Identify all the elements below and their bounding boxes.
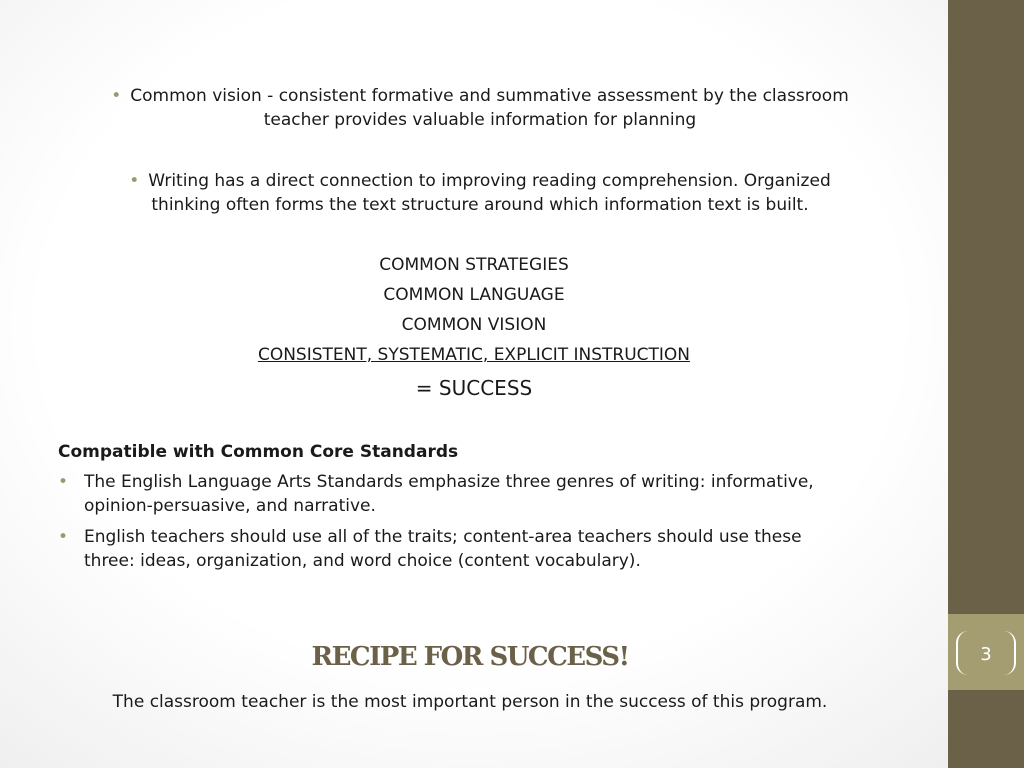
- bullet-dot: •: [129, 171, 140, 191]
- bullet-dot: •: [58, 527, 69, 547]
- strategy-line-1: COMMON STRATEGIES: [379, 255, 569, 275]
- standards-item-1: [58, 470, 888, 518]
- strategy-line-3: COMMON VISION: [401, 315, 547, 335]
- standards-heading: Compatible with Common Core Standards: [58, 442, 459, 462]
- bullet-text: Writing has a direct connection to improving reading comprehension. Organized: [148, 171, 831, 191]
- bullet-line-1: [40, 169, 920, 193]
- item-line-2: opinion-persuasive, and narrative.: [84, 496, 376, 516]
- item-line-1: English teachers should use all of the traits; content-area teachers should use these: [84, 527, 802, 547]
- bullet-line-2: teacher provides valuable information for planning: [263, 110, 697, 130]
- bullet-line-1: [40, 84, 920, 108]
- bullet-writing-connection: [40, 169, 920, 217]
- slide-footer: The classroom teacher is the most important person in the success of this program.: [112, 692, 828, 712]
- strategy-line-4-text: CONSISTENT, SYSTEMATIC, EXPLICIT INSTRUCTION: [257, 345, 691, 365]
- standards-item-2: [58, 525, 888, 573]
- success-line: = SUCCESS: [415, 376, 533, 400]
- strategy-line-2: COMMON LANGUAGE: [383, 285, 565, 305]
- strategy-line-4: [0, 343, 948, 367]
- slide-title: RECIPE FOR SUCCESS!: [311, 642, 629, 672]
- bullet-line-2: thinking often forms the text structure around which information text is built.: [151, 195, 809, 215]
- bullet-dot: •: [58, 472, 69, 492]
- item-line-1: The English Language Arts Standards emphasize three genres of writing: informative,: [84, 472, 814, 492]
- bullet-common-vision: [40, 84, 920, 132]
- item-line-2: three: ideas, organization, and word choice (content vocabulary).: [84, 551, 641, 571]
- page-number: 3: [980, 644, 992, 665]
- bullet-text: Common vision - consistent formative and summative assessment by the classroom: [130, 86, 849, 106]
- bullet-dot: •: [111, 86, 122, 106]
